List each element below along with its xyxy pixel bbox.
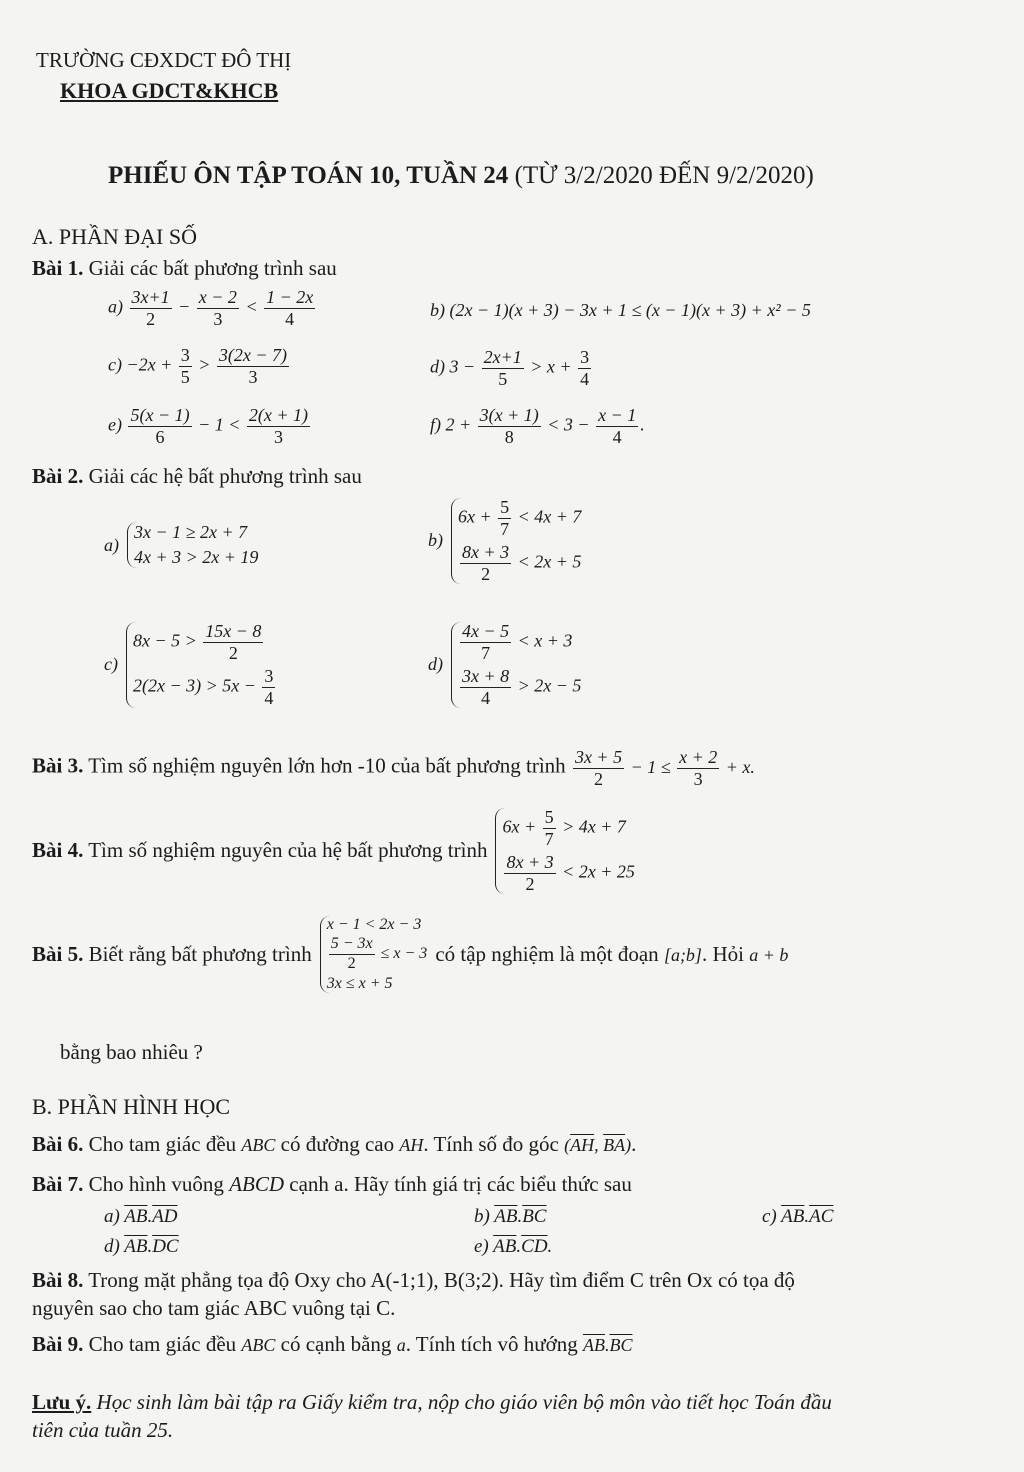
bai9: Bài 9. Cho tam giác đều ABC có cạnh bằng a. Tính tích vô hướng $\overline{AB}.\overline{BC}$ — [32, 1332, 633, 1356]
bai7-e: e) $\overline{AB}.\overline{CD}$. — [474, 1236, 553, 1257]
bai3: Bài 3. Tìm số nghiệm nguyên lớn hơn -10 của bất phương trình $\frac{3x + 5}{2}$ − 1 ≤ $\frac{x + 2}{3}$ + x. — [32, 747, 755, 789]
bai6: Bài 6. Cho tam giác đều ABC có đường cao AH. Tính số đo góc ($\overline{AH}$, $\overline{BA}$). — [32, 1132, 637, 1156]
bai8-line1: Bài 8. Trong mặt phẳng tọa độ Oxy cho A(-1;1), B(3;2). Hãy tìm điểm C trên Ox có tọa độ — [32, 1268, 795, 1292]
bai1-b: b) (2x − 1)(x + 3) − 3x + 1 ≤ (x − 1)(x + 3) + x² − 5 — [430, 300, 811, 320]
bai1-f: f) 2 + $\frac{3(x + 1)}{8}$ < 3 − $\frac{x - 1}{4}$ . — [430, 405, 645, 447]
bai7-a: a) $\overline{AB}.\overline{AD}$ — [104, 1206, 178, 1227]
bai5-continuation: bằng bao nhiêu ? — [60, 1040, 203, 1064]
section-a-heading: A. PHẦN ĐẠI SỐ — [32, 224, 198, 249]
bai7-c: c) $\overline{AB}.\overline{AC}$ — [762, 1206, 834, 1227]
bai1-d: d) 3 − $\frac{2x+1}{5}$ > x + $\frac{3}{4}$ — [430, 347, 590, 389]
bai8-line2: nguyên sao cho tam giác ABC vuông tại C. — [32, 1296, 396, 1320]
bai2-d: d) $\frac{4x - 5}{7}$ < x + 3 $\frac{3x + 8}{4}$ > 2x − 5 — [428, 621, 582, 708]
bai4: Bài 4. Tìm số nghiệm nguyên của hệ bất phương trình 6x + $\frac{5}{7}$ > 4x + 7 $\frac{8x + 3}{2}$ < 2x + 25 — [32, 807, 635, 894]
bai1-c: c) −2x + $\frac{3}{5}$ > $\frac{3(2x - 7)}{3}$ — [108, 345, 288, 387]
bai7-d: d) $\overline{AB}.\overline{DC}$ — [104, 1236, 179, 1257]
bai2-heading: Bài 2. Giải các hệ bất phương trình sau — [32, 464, 362, 488]
page-title: PHIẾU ÔN TẬP TOÁN 10, TUẦN 24 (TỪ 3/2/2020 ĐẾN 9/2/2020) — [108, 162, 814, 189]
bai2-b: b) 6x + $\frac{5}{7}$ < 4x + 7 $\frac{8x + 3}{2}$ < 2x + 5 — [428, 497, 582, 584]
school-name: TRƯỜNG CĐXDCT ĐÔ THỊ — [36, 48, 292, 72]
bai7-b: b) $\overline{AB}.\overline{BC}$ — [474, 1206, 547, 1227]
bai2-c: c) 8x − 5 > $\frac{15x - 8}{2}$ 2(2x − 3) > 5x − $\frac{3}{4}$ — [104, 622, 277, 708]
note-line1: Lưu ý. Học sinh làm bài tập ra Giấy kiểm tra, nộp cho giáo viên bộ môn vào tiết học Toán đầu — [32, 1390, 832, 1414]
bai1-heading: Bài 1. Giải các bất phương trình sau — [32, 256, 337, 280]
note-line2: tiên của tuần 25. — [32, 1418, 174, 1442]
bai5: Bài 5. Biết rằng bất phương trình x − 1 < 2x − 3 $\frac{5 - 3x}{2}$ ≤ x − 3 3x ≤ x + 5 có tập nghiệm là một đoạn [a;b]. Hỏi a + b — [32, 916, 789, 992]
bai1-a: a) $\frac{3x+1}{2}$ − $\frac{x - 2}{3}$ < $\frac{1 - 2x}{4}$ — [108, 287, 314, 329]
bai7: Bài 7. Cho hình vuông ABCD cạnh a. Hãy tính giá trị các biểu thức sau — [32, 1172, 632, 1196]
bai2-a: a) 3x − 1 ≥ 2x + 7 4x + 3 > 2x + 19 — [104, 522, 259, 567]
section-b-heading: B. PHẦN HÌNH HỌC — [32, 1094, 231, 1119]
faculty-name: KHOA GDCT&KHCB — [60, 78, 279, 103]
bai1-e: e) $\frac{5(x - 1)}{6}$ − 1 < $\frac{2(x + 1)}{3}$ — [108, 405, 309, 447]
